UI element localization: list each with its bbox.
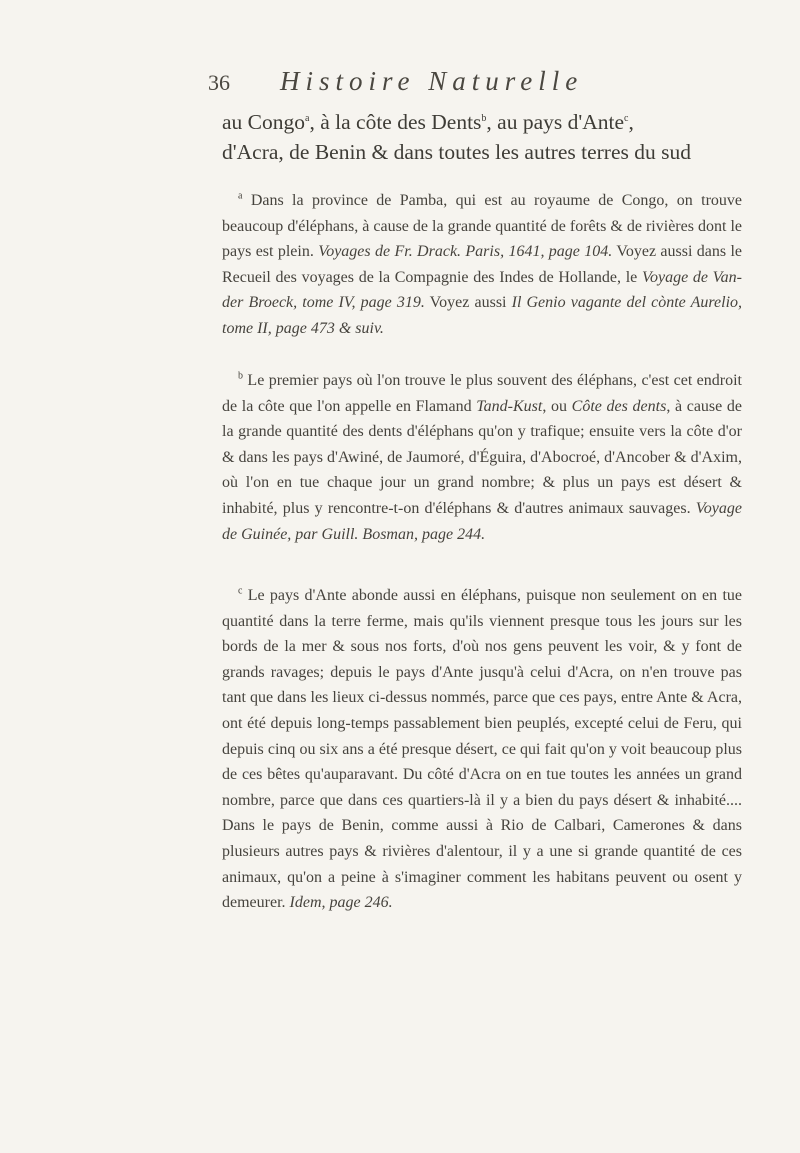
citation: Voyage de Van-der Broeck, tome IV, page 319.: [222, 268, 742, 312]
running-title: Histoire Naturelle: [280, 66, 584, 96]
footnote-c: [222, 583, 742, 916]
note-reference: a: [305, 112, 310, 124]
text-run: Le premier pays où l'on trouve le plus souvent des éléphans, c'est cet endroit de la côte que l'on appelle en Flamand: [222, 372, 742, 415]
text-run: , à cause de la grande quantité des dents d'éléphans qu'on y trafique; ensuite vers la côte d'or & dans les pays d'Awiné, de Jaumoré, d'Éguira, d'Abocroé, d'Ancober & d'Axim, où l'on en tue chaque jour un grand nombre; & plus un pays est désert & inhabité, plus y rencontre-t-on d'éléphans & d'autres animaux sauvages.: [222, 397, 743, 517]
footnote-marker: c: [238, 585, 243, 597]
footnote-c-text: [222, 583, 742, 916]
citation: Voyages de Fr. Drack. Paris, 1641, page 104.: [318, 243, 613, 261]
running-header: [208, 66, 648, 104]
note-reference: b: [481, 112, 487, 124]
footnote-c-body: [222, 587, 742, 911]
footnote-a-body: [222, 192, 742, 337]
text-run: , à la côte des Dents: [309, 110, 482, 134]
citation: Voyage de Guinée, par Guill. Bosman, page 244.: [222, 499, 742, 543]
text-run: d'Acra, de Benin & dans toutes les autres terres du sud: [222, 140, 691, 164]
text-run: ,: [628, 110, 634, 134]
text-run: Voyez aussi: [424, 294, 512, 312]
text-run: , au pays d'Ante: [486, 110, 625, 134]
footnote-marker: a: [238, 190, 243, 202]
text-run: Le pays d'Ante abonde aussi en éléphans, puisque non seulement on en tue quantité dans la terre ferme, mais qu'ils viennent presque tous les jours sur les bords de la mer & sous nos forts, d'où nos gens peuvent les voir, & y font de grands ravages; depuis le pays d'Ante jusqu'à celui d'Acra, on n'en trouve pas tant que dans les lieux ci-dessus nommés, parce que ces pays, entre Ante & Acra, ont été depuis long-temps passablement bien peuplés, excepté celui de Feru, qui depuis cinq ou six ans a été presque désert, ce qui fait qu'on y voit beaucoup plus de ces bêtes qu'auparavant. Du côté d'Acra on en tue toutes les années un grand nombre, parce que dans ces quartiers-là il y a bien du pays désert & inhabité.... Dans le pays de Benin, comme aussi à Rio de Calbari, Camerones & dans plusieurs autres pays & rivières d'alentour, il y a une si grande quantité de ces animaux, qu'on a peine à s'imaginer comment les habitans peuvent ou osent y demeurer.: [222, 587, 742, 912]
footnote-a: [222, 188, 742, 342]
footnote-b-text: [222, 368, 742, 547]
footnote-b-body: [222, 372, 742, 543]
text-run: Voyez aussi dans le Recueil des voyages de la Compagnie des Indes de Hollande, le: [222, 243, 743, 286]
citation: Idem, page 246.: [289, 894, 393, 912]
text-run: Dans la province de Pamba, qui est au royaume de Congo, on trouve beaucoup d'éléphans, à cause de la grande quantité de forêts & de rivières dont le pays est plein.: [222, 192, 743, 261]
page-number: 36: [208, 70, 230, 95]
citation: Côte des dents: [571, 397, 667, 415]
footnote-a-text: [222, 188, 742, 342]
text-run: , ou: [542, 397, 572, 415]
main-text-line-1: [222, 110, 742, 135]
note-reference: c: [624, 112, 629, 124]
citation: Tand-Kust: [476, 397, 543, 415]
footnote-b: [222, 368, 742, 547]
footnote-marker: b: [238, 370, 243, 382]
citation: Il Genio vagante del cònte Aurelio, tome II, page 473 & suiv.: [222, 294, 743, 337]
text-run: au Congo: [222, 110, 306, 134]
main-text-line-2: [222, 140, 742, 165]
